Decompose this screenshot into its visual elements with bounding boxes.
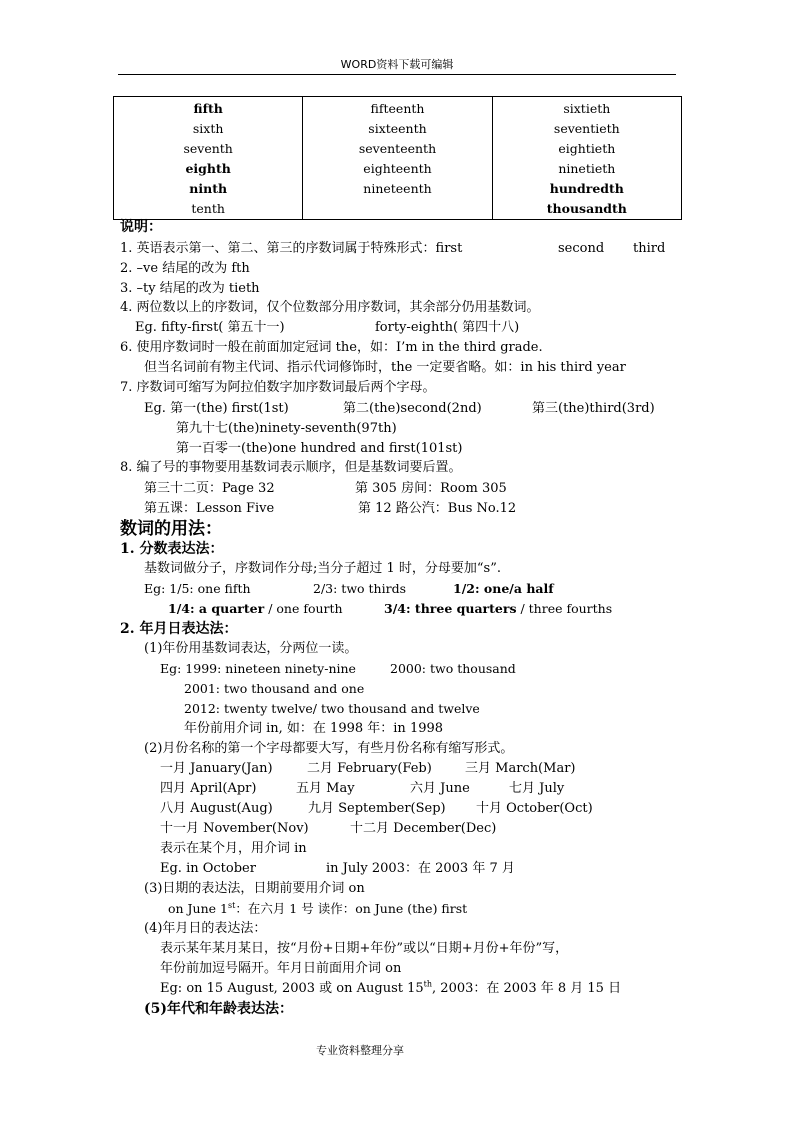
year-preposition: 年份前用介词 in, 如：在 1998 年：in 1998 [184,721,444,736]
month-apr: 四月 April(Apr) [160,781,257,796]
table-cell: sixteenth [368,121,427,136]
month-jul: 七月 July [509,781,565,796]
fraction-example-3: 1/2: one/a half [453,581,554,596]
note-7-example-1: Eg. 第一(the) first(1st) [144,401,289,416]
month-dec: 十二月 December(Dec) [350,821,497,836]
note-4-example-2: forty-eighth( 第四十八) [375,320,520,335]
note-8: 8. 编了号的事物要用基数词表示顺序，但是基数词要后置。 [120,460,462,475]
section-dates: 2. 年月日表达法： [120,621,238,637]
table-cell: nineteenth [363,181,432,196]
note-1 [120,239,666,259]
table-cell: seventeenth [358,141,437,156]
fraction-three-fourths: / three fourths [516,601,613,616]
table-cell: tenth [191,201,225,216]
month-jan: 一月 January(Jan) [160,761,273,776]
fraction-one-fourth: / one fourth [264,601,343,616]
note-7-example-2: 第二(the)second(2nd) [343,401,482,416]
months-rule: (2)月份名称的第一个字母都要大写，有些月份名称有缩写形式。 [144,741,514,756]
month-jun: 六月 June [410,781,470,796]
table-column-2 [303,97,492,220]
note-3: 3. –ty 结尾的改为 tieth [120,281,260,296]
table-cell [303,199,491,219]
month-feb: 二月 February(Feb) [307,761,432,776]
month-mar: 三月 March(Mar) [465,761,576,776]
full-date-example-a: Eg: on 15 August, 2003 或 on August 15 [160,981,424,996]
month-preposition: 表示在某个月，用介词 in [160,841,307,856]
ordinal-table [113,96,682,220]
note-7-example-5: 第一百零一(the)one hundred and first(101st) [176,441,463,456]
section-fractions: 1. 分数表达法： [120,541,224,557]
note-8-example-1: 第三十二页：Page 32 [144,481,275,496]
fraction-example-4 [168,599,343,619]
day-example-suffix: st [228,900,236,910]
fraction-example-1: Eg: 1/5: one fifth [144,581,251,596]
table-cell: eighteenth [363,161,432,176]
month-sep: 九月 September(Sep) [308,801,446,816]
fraction-example-5 [384,599,612,619]
note-6-continued: 但当名词前有物主代词、指示代词修饰时，the 一定要省略。如：in his third year [144,360,626,375]
note-6: 6. 使用序数词时一般在前面加定冠词 the，如：I’m in the third grade. [120,340,543,355]
years-rule: (1)年份用基数词表达，分两位一读。 [144,641,358,656]
day-example [168,899,467,919]
year-example-1: Eg: 1999: nineteen ninety-nine [160,661,356,676]
fraction-quarter: 1/4: a quarter [168,601,265,616]
month-oct: 十月 October(Oct) [476,801,593,816]
notes-title: 说明： [120,219,162,235]
year-example-3: 2001: two thousand and one [184,681,365,696]
full-date-comma: 年份前加逗号隔开。年月日前面用介词 on [160,961,402,976]
note-1-text: 1. 英语表示第一、第二、第三的序数词属于特殊形式：first [120,241,463,256]
note-7-example-4: 第九十七(the)ninety-seventh(97th) [176,421,397,436]
table-cell: ninth [189,181,228,196]
table-cell: seventieth [553,121,620,136]
note-1-third: third [633,241,666,256]
full-date-example-b: , 2003：在 2003 年 8 月 15 日 [432,981,622,996]
table-cell: thousandth [546,201,627,216]
table-cell: ninetieth [558,161,616,176]
section-decades-ages: (5)年代和年龄表达法： [144,1001,293,1017]
year-example-2: 2000: two thousand [390,661,516,676]
note-2: 2. –ve 结尾的改为 fth [120,261,250,276]
fraction-example-2: 2/3: two thirds [313,581,406,596]
note-8-example-4: 第 12 路公汽：Bus No.12 [358,501,517,516]
note-7: 7. 序数词可缩写为阿拉伯数字加序数词最后两个字母。 [120,380,436,395]
note-7-example-3: 第三(the)third(3rd) [532,401,655,416]
fraction-three-quarters: 3/4: three quarters [384,601,517,616]
note-4: 4. 两位数以上的序数词，仅个位数部分用序数词，其余部分仍用基数词。 [120,300,540,315]
table-cell: fifteenth [370,101,425,116]
full-date-format: 表示某年某月某日，按“月份+日期+年份”或以“日期+月份+年份”写， [160,941,569,956]
table-column-3 [492,97,681,220]
usage-title: 数词的用法： [120,519,222,539]
table-cell: seventh [183,141,233,156]
day-example-reading: ：在六月 1 号 读作：on June (the) first [235,901,468,916]
table-column-1 [114,97,303,220]
page-header: WORD资料下载可编辑 [118,56,676,75]
year-example-4: 2012: twenty twelve/ two thousand and twelve [184,701,480,716]
note-4-example-1: Eg. fifty-first( 第五十一) [135,320,285,335]
month-aug: 八月 August(Aug) [160,801,273,816]
full-date-example-suffix: th [423,979,433,989]
note-1-second: second [558,241,605,256]
days-rule: (3)日期的表达法，日期前要用介词 on [144,881,365,896]
day-example-date: on June 1 [168,901,228,916]
table-cell: eighth [185,161,231,176]
table-cell: sixth [192,121,224,136]
full-date-example [160,979,621,999]
month-nov: 十一月 November(Nov) [160,821,309,836]
table-cell: sixtieth [563,101,611,116]
month-example-2: in July 2003：在 2003 年 7 月 [326,861,515,876]
table-cell: hundredth [549,181,624,196]
note-8-example-3: 第五课：Lesson Five [144,501,275,516]
fractions-rule: 基数词做分子，序数词作分母;当分子超过 1 时，分母要加“s”. [144,561,502,576]
full-date-rule: (4)年月日的表达法： [144,921,267,936]
table-cell: eightieth [558,141,616,156]
month-example-1: Eg. in October [160,861,256,876]
table-cell: fifth [193,101,223,116]
note-8-example-2: 第 305 房间：Room 305 [355,481,507,496]
month-may: 五月 May [296,781,355,796]
page-footer: 专业资料整理分享 [316,1044,404,1057]
